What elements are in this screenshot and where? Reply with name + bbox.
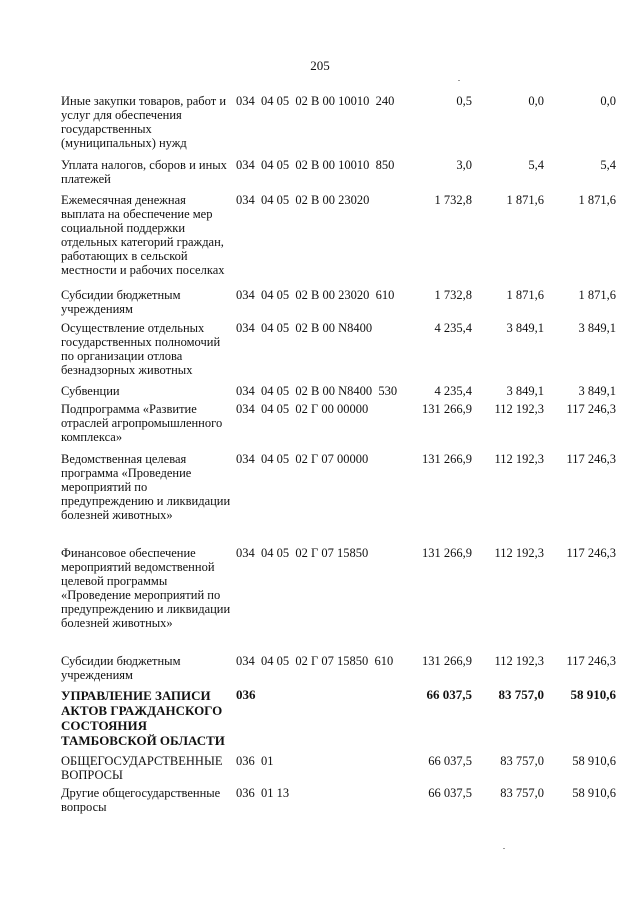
- row-value-1: 131 266,9: [422, 402, 472, 416]
- row-value-1: 1 732,8: [434, 193, 472, 207]
- row-value-3: 3 849,1: [578, 321, 616, 335]
- row-value-2: 3 849,1: [506, 384, 544, 398]
- row-value-3: 58 910,6: [572, 786, 616, 800]
- row-value-3: 58 910,6: [570, 687, 616, 702]
- row-name: ОБЩЕГОСУДАРСТВЕННЫЕ ВОПРОСЫ: [61, 754, 223, 782]
- row-name: Уплата налогов, сборов и иных платежей: [61, 158, 227, 186]
- row-value-1: 66 037,5: [426, 687, 472, 702]
- row-value-2: 3 849,1: [506, 321, 544, 335]
- row-value-1: 66 037,5: [428, 786, 472, 800]
- row-value-3: 117 246,3: [566, 452, 616, 466]
- row-code: 036 01: [236, 754, 274, 768]
- row-value-3: 1 871,6: [578, 193, 616, 207]
- row-value-2: 112 192,3: [494, 654, 544, 668]
- row-code: 034 04 05 02 В 00 N8400: [236, 321, 373, 335]
- row-value-3: 0,0: [600, 94, 616, 108]
- row-name: Финансовое обеспечение мероприятий ведомственной целевой программы «Проведение мероприятий по предупреждению и ликвидации болезней животных»: [61, 546, 231, 630]
- scan-speck: [503, 848, 505, 849]
- row-code: 034 04 05 02 В 00 23020: [236, 193, 370, 207]
- scan-speck: [458, 80, 460, 81]
- row-value-3: 58 910,6: [572, 754, 616, 768]
- row-name: Ежемесячная денежная выплата на обеспечение мер социальной поддержки отдельных категорий граждан, работающих в сельской местности и рабочих поселках: [61, 193, 225, 277]
- row-name: Субсидии бюджетным учреждениям: [61, 288, 181, 316]
- row-value-3: 117 246,3: [566, 402, 616, 416]
- row-value-1: 3,0: [456, 158, 472, 172]
- row-value-2: 1 871,6: [506, 193, 544, 207]
- row-value-2: 112 192,3: [494, 402, 544, 416]
- row-name: Другие общегосударственные вопросы: [61, 786, 221, 814]
- row-name: Субвенции: [61, 384, 120, 398]
- row-value-2: 5,4: [528, 158, 544, 172]
- row-value-3: 1 871,6: [578, 288, 616, 302]
- row-value-3: 5,4: [600, 158, 616, 172]
- row-code: 034 04 05 02 В 00 N8400 530: [236, 384, 398, 398]
- row-name: Иные закупки товаров, работ и услуг для обеспечения государственных (муниципальных) нужд: [61, 94, 227, 150]
- row-value-2: 1 871,6: [506, 288, 544, 302]
- row-value-3: 117 246,3: [566, 546, 616, 560]
- row-value-3: 3 849,1: [578, 384, 616, 398]
- row-code: 034 04 05 02 В 00 23020 610: [236, 288, 395, 302]
- row-name: УПРАВЛЕНИЕ ЗАПИСИ АКТОВ ГРАЖДАНСКОГО СОСТОЯНИЯ ТАМБОВСКОЙ ОБЛАСТИ: [61, 688, 225, 748]
- row-value-1: 0,5: [456, 94, 472, 108]
- row-value-1: 131 266,9: [422, 654, 472, 668]
- row-value-1: 4 235,4: [434, 384, 472, 398]
- row-name: Подпрограмма «Развитие отраслей агропромышленного комплекса»: [61, 402, 223, 444]
- row-code: 036: [236, 687, 256, 702]
- row-value-1: 66 037,5: [428, 754, 472, 768]
- row-value-1: 1 732,8: [434, 288, 472, 302]
- row-name: Осуществление отдельных государственных полномочий по организации отлова безнадзорных животных: [61, 321, 221, 377]
- page-number: 205: [310, 58, 330, 73]
- row-code: 034 04 05 02 В 00 10010 240: [236, 94, 395, 108]
- row-code: 036 01 13: [236, 786, 290, 800]
- row-code: 034 04 05 02 В 00 10010 850: [236, 158, 395, 172]
- row-code: 034 04 05 02 Г 07 15850 610: [236, 654, 394, 668]
- row-value-1: 4 235,4: [434, 321, 472, 335]
- row-value-2: 112 192,3: [494, 546, 544, 560]
- row-value-1: 131 266,9: [422, 546, 472, 560]
- row-code: 034 04 05 02 Г 07 15850: [236, 546, 369, 560]
- row-value-2: 112 192,3: [494, 452, 544, 466]
- row-value-2: 83 757,0: [500, 754, 544, 768]
- row-code: 034 04 05 02 Г 07 00000: [236, 452, 369, 466]
- row-value-3: 117 246,3: [566, 654, 616, 668]
- row-value-1: 131 266,9: [422, 452, 472, 466]
- row-code: 034 04 05 02 Г 00 00000: [236, 402, 369, 416]
- row-value-2: 83 757,0: [500, 786, 544, 800]
- row-name: Субсидии бюджетным учреждениям: [61, 654, 181, 682]
- row-value-2: 0,0: [528, 94, 544, 108]
- row-name: Ведомственная целевая программа «Проведение мероприятий по предупреждению и ликвидации болезней животных»: [61, 452, 231, 522]
- row-value-2: 83 757,0: [498, 687, 544, 702]
